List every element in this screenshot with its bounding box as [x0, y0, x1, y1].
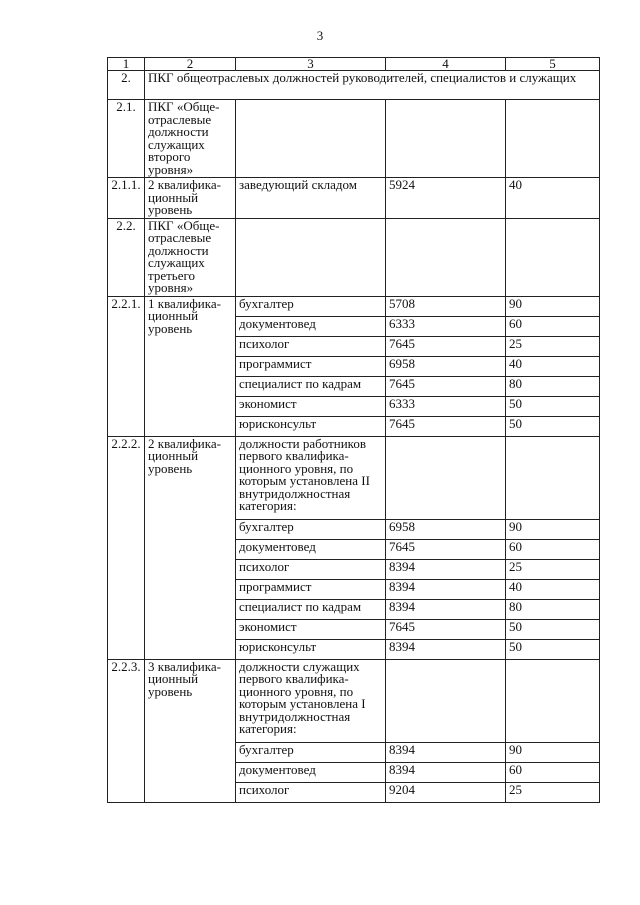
level-row [108, 178, 600, 219]
level-title: 3 квалифика-ционный уровень [145, 659, 236, 802]
empty-cell [386, 100, 506, 178]
salary-cell: 6333 [386, 396, 506, 416]
position-cell: документовед [236, 762, 386, 782]
salary-cell: 8394 [386, 599, 506, 619]
row-number: 2.1.1. [108, 178, 145, 219]
page-number: 3 [316, 28, 324, 43]
salary-cell: 6958 [386, 519, 506, 539]
column-number-row [108, 58, 600, 71]
salary-cell: 7645 [386, 619, 506, 639]
salary-table [107, 57, 600, 803]
rate-cell: 60 [506, 762, 600, 782]
empty-cell [236, 100, 386, 178]
salary-cell: 5924 [386, 178, 506, 219]
rate-cell: 25 [506, 782, 600, 802]
rate-cell: 60 [506, 539, 600, 559]
group-row [108, 218, 600, 296]
level-title: 1 квалифика-ционный уровень [145, 296, 236, 436]
position-cell: программист [236, 579, 386, 599]
position-cell: юрисконсульт [236, 416, 386, 436]
rate-cell: 50 [506, 619, 600, 639]
rate-cell: 50 [506, 416, 600, 436]
salary-cell: 5708 [386, 296, 506, 316]
rate-cell: 25 [506, 336, 600, 356]
row-number: 2.1. [108, 100, 145, 178]
rate-cell: 50 [506, 639, 600, 659]
salary-cell: 8394 [386, 639, 506, 659]
salary-cell: 8394 [386, 742, 506, 762]
rate-cell: 60 [506, 316, 600, 336]
salary-cell: 8394 [386, 762, 506, 782]
salary-cell: 9204 [386, 782, 506, 802]
column-number: 1 [108, 58, 145, 71]
empty-cell [506, 659, 600, 742]
row-number: 2.2.3. [108, 659, 145, 802]
row-number: 2. [108, 71, 145, 100]
rate-cell: 40 [506, 579, 600, 599]
rate-cell: 90 [506, 296, 600, 316]
position-cell: бухгалтер [236, 742, 386, 762]
empty-cell [506, 218, 600, 296]
level-title: 2 квалифика-ционный уровень [145, 436, 236, 659]
group-row [108, 100, 600, 178]
salary-cell: 6958 [386, 356, 506, 376]
column-number: 2 [145, 58, 236, 71]
position-cell: экономист [236, 619, 386, 639]
empty-cell [236, 218, 386, 296]
column-number: 5 [506, 58, 600, 71]
position-cell: бухгалтер [236, 519, 386, 539]
table-row [108, 659, 600, 742]
position-cell: документовед [236, 316, 386, 336]
salary-cell: 6333 [386, 316, 506, 336]
rate-cell: 90 [506, 742, 600, 762]
salary-cell: 7645 [386, 416, 506, 436]
category-intro: должности служащих первого квалифика-ционного уровня, по которым установлена I внутридолжностная категория: [236, 659, 386, 742]
row-number: 2.2.2. [108, 436, 145, 659]
salary-cell: 7645 [386, 376, 506, 396]
position-cell: специалист по кадрам [236, 599, 386, 619]
salary-cell: 7645 [386, 336, 506, 356]
rate-cell: 90 [506, 519, 600, 539]
empty-cell [506, 436, 600, 519]
section-title: ПКГ общеотраслевых должностей руководителей, специалистов и служащих [145, 71, 600, 100]
rate-cell: 80 [506, 376, 600, 396]
empty-cell [386, 218, 506, 296]
empty-cell [506, 100, 600, 178]
empty-cell [386, 436, 506, 519]
position-cell: заведующий складом [236, 178, 386, 219]
position-cell: психолог [236, 559, 386, 579]
position-cell: бухгалтер [236, 296, 386, 316]
position-cell: психолог [236, 782, 386, 802]
rate-cell: 40 [506, 356, 600, 376]
category-intro: должности работников первого квалифика-ционного уровня, по которым установлена II внутридолжностная категория: [236, 436, 386, 519]
empty-cell [386, 659, 506, 742]
table-row [108, 436, 600, 519]
position-cell: юрисконсульт [236, 639, 386, 659]
position-cell: психолог [236, 336, 386, 356]
group-title: ПКГ «Обще-отраслевые должности служащих третьего уровня» [145, 218, 236, 296]
position-cell: специалист по кадрам [236, 376, 386, 396]
rate-cell: 40 [506, 178, 600, 219]
section-row [108, 71, 600, 100]
position-cell: программист [236, 356, 386, 376]
salary-cell: 8394 [386, 579, 506, 599]
row-number: 2.2.1. [108, 296, 145, 436]
salary-cell: 8394 [386, 559, 506, 579]
rate-cell: 80 [506, 599, 600, 619]
position-cell: документовед [236, 539, 386, 559]
column-number: 4 [386, 58, 506, 71]
table-row [108, 296, 600, 316]
row-number: 2.2. [108, 218, 145, 296]
column-number: 3 [236, 58, 386, 71]
rate-cell: 50 [506, 396, 600, 416]
level-title: 2 квалифика-ционный уровень [145, 178, 236, 219]
position-cell: экономист [236, 396, 386, 416]
rate-cell: 25 [506, 559, 600, 579]
salary-cell: 7645 [386, 539, 506, 559]
group-title: ПКГ «Обще-отраслевые должности служащих второго уровня» [145, 100, 236, 178]
